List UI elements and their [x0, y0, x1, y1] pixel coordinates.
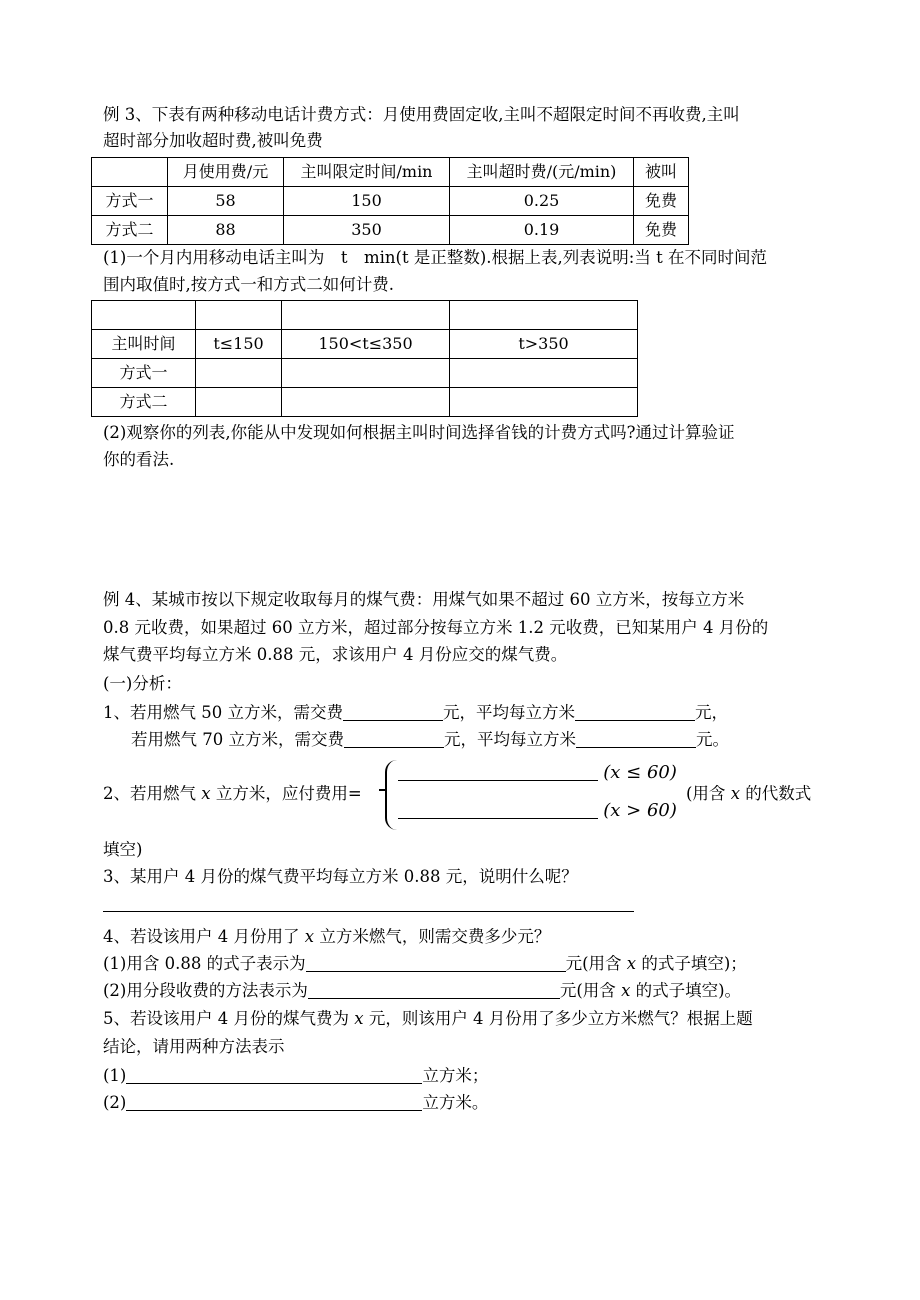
- analysis-heading: (一)分析：: [103, 674, 182, 693]
- table-cell: 88: [168, 216, 284, 245]
- table-cell: 方式一: [92, 359, 196, 388]
- step4-2-blank[interactable]: [308, 980, 560, 999]
- step2-text: 2、若用燃气: [103, 784, 196, 803]
- table-cell: 主叫时间: [92, 330, 196, 359]
- var-x: x: [730, 784, 740, 803]
- step4-1-end-b: 的式子填空)；: [641, 954, 747, 973]
- table-cell: 150<t≤350: [282, 330, 450, 359]
- avg-50-blank[interactable]: [575, 702, 695, 721]
- table-cell: [450, 388, 638, 417]
- ex3-intro-line2: 超时部分加收超时费,被叫免费: [103, 131, 323, 150]
- table-cell: [282, 388, 450, 417]
- var-x: x: [304, 927, 315, 946]
- step5-2-end: 立方米。: [422, 1093, 489, 1112]
- step5-1-blank[interactable]: [126, 1065, 422, 1084]
- table-cell: 0.25: [450, 187, 634, 216]
- step5-2-blank[interactable]: [126, 1092, 422, 1111]
- step5-2-pre: (2): [103, 1093, 127, 1112]
- ex4-intro-line1: 例 4、某城市按以下规定收取每月的煤气费：用煤气如果不超过 60 立方米，按每立方米: [103, 590, 745, 609]
- billing-table: [91, 157, 689, 245]
- step1b-mid: 元，平均每立方米: [444, 730, 576, 749]
- var-x: x: [354, 1009, 364, 1028]
- ex3-q1-line1: (1)一个月内用移动电话主叫为 t min(t 是正整数).根据上表,列表说明:当 t 在不同时间范: [103, 248, 767, 267]
- table-cell: 0.19: [450, 216, 634, 245]
- step4-1-line: [103, 953, 747, 975]
- step4-2-line: [103, 980, 741, 1002]
- table-cell: [282, 359, 450, 388]
- step5-line2: 结论，请用两种方法表示: [103, 1037, 285, 1056]
- step5-pre: 5、若设该用户 4 月份的煤气费为: [103, 1009, 349, 1028]
- step1b-end: 元。: [696, 730, 729, 749]
- step2-note-end: 的代数式: [745, 784, 812, 803]
- fee-50-blank[interactable]: [343, 702, 443, 721]
- table-cell: 方式二: [92, 216, 168, 245]
- step1-line-a: [103, 702, 728, 724]
- table-row: [92, 216, 689, 245]
- fee-70-blank[interactable]: [344, 729, 444, 748]
- step4-line: [103, 926, 550, 948]
- avg-70-blank[interactable]: [576, 729, 696, 748]
- step3-answer-line[interactable]: [103, 911, 634, 912]
- step4-2-end-b: 的式子填空)。: [635, 981, 742, 1000]
- step5-1-pre: (1): [103, 1066, 127, 1085]
- piecewise-case-2: [398, 800, 677, 822]
- step4-1-pre: (1)用含 0.88 的式子表示为: [103, 954, 306, 973]
- call-time-table: [91, 300, 638, 417]
- step4-1-end-a: 元(用含: [565, 954, 622, 973]
- table-row: [92, 330, 638, 359]
- step1a-text: 1、若用燃气 50 立方米，需交费: [103, 703, 343, 722]
- ex4-intro-line2: 0.8 元收费，如果超过 60 立方米，超过部分按每立方米 1.2 元收费，已知某用户 4 月份的: [103, 618, 769, 637]
- table-header-cell: 月使用费/元: [168, 158, 284, 187]
- table-cell: [196, 359, 282, 388]
- ex4-intro-line3: 煤气费平均每立方米 0.88 元，求该用户 4 月份应交的煤气费。: [103, 645, 568, 664]
- table-cell: [196, 388, 282, 417]
- step2-note: [686, 783, 811, 805]
- piecewise-case-1: [398, 762, 677, 784]
- step4-1-blank[interactable]: [306, 953, 566, 972]
- step2-mid: 立方米，应付费用=: [215, 784, 362, 803]
- table-row: [92, 187, 689, 216]
- ex3-q1-line2: 围内取值时,按方式一和方式二如何计费.: [103, 275, 394, 294]
- cond-2: (x > 60): [603, 800, 677, 821]
- table-cell: 方式二: [92, 388, 196, 417]
- ex3-q2-line1: (2)观察你的列表,你能从中发现如何根据主叫时间选择省钱的计费方式吗?通过计算验证: [103, 423, 735, 442]
- table-cell: 免费: [634, 216, 689, 245]
- table-cell: 免费: [634, 187, 689, 216]
- table-cell: t>350: [450, 330, 638, 359]
- step1a-mid: 元，平均每立方米: [442, 703, 575, 722]
- step5-end: 元，则该用户 4 月份用了多少立方米燃气？根据上题: [368, 1009, 753, 1028]
- table-cell: [196, 301, 282, 330]
- step1-line-b: [131, 729, 729, 751]
- ex3-q2-line2: 你的看法.: [103, 450, 175, 469]
- case2-blank[interactable]: [398, 800, 598, 819]
- table-header-cell: 被叫: [634, 158, 689, 187]
- var-x: x: [626, 954, 637, 973]
- step3-text: 3、某用户 4 月份的煤气费平均每立方米 0.88 元，说明什么呢？: [103, 867, 578, 886]
- table-row: [92, 388, 638, 417]
- var-x: x: [201, 784, 211, 803]
- step5-2-line: [103, 1092, 488, 1114]
- step5-line1: [103, 1008, 753, 1030]
- var-x: x: [621, 981, 631, 1000]
- table-cell: 150: [284, 187, 450, 216]
- table-row: [92, 359, 638, 388]
- table-cell: [450, 301, 638, 330]
- table-cell: 方式一: [92, 187, 168, 216]
- table-cell: [92, 301, 196, 330]
- ex3-intro-line1: 例 3、下表有两种移动电话计费方式：月使用费固定收,主叫不超限定时间不再收费,主叫: [103, 105, 740, 124]
- brace-tip-icon: [379, 789, 387, 791]
- table-header-cell: 主叫限定时间/min: [284, 158, 450, 187]
- step2-line: [103, 783, 362, 805]
- table-header-cell: 主叫超时费/(元/min): [450, 158, 634, 187]
- step4-pre: 4、若设该用户 4 月份用了: [103, 927, 300, 946]
- table-row: [92, 158, 689, 187]
- table-header-cell: [92, 158, 168, 187]
- table-cell: t≤150: [196, 330, 282, 359]
- table-cell: 58: [168, 187, 284, 216]
- table-row: [92, 301, 638, 330]
- step2-note-pre: (用含: [686, 784, 726, 803]
- step1b-text: 若用燃气 70 立方米，需交费: [131, 730, 344, 749]
- table-cell: [282, 301, 450, 330]
- step4-2-pre: (2)用分段收费的方法表示为: [103, 981, 308, 1000]
- case1-blank[interactable]: [398, 762, 598, 781]
- table-cell: [450, 359, 638, 388]
- step5-1-line: [103, 1065, 488, 1087]
- step4-2-end-a: 元(用含: [559, 981, 616, 1000]
- step4-end: 立方米燃气，则需交费多少元？: [319, 927, 551, 946]
- step5-1-end: 立方米；: [422, 1066, 489, 1085]
- step2-tail: 填空): [103, 840, 143, 859]
- step1a-end: 元，: [694, 703, 728, 722]
- cond-1: (x ≤ 60): [603, 762, 677, 783]
- table-cell: 350: [284, 216, 450, 245]
